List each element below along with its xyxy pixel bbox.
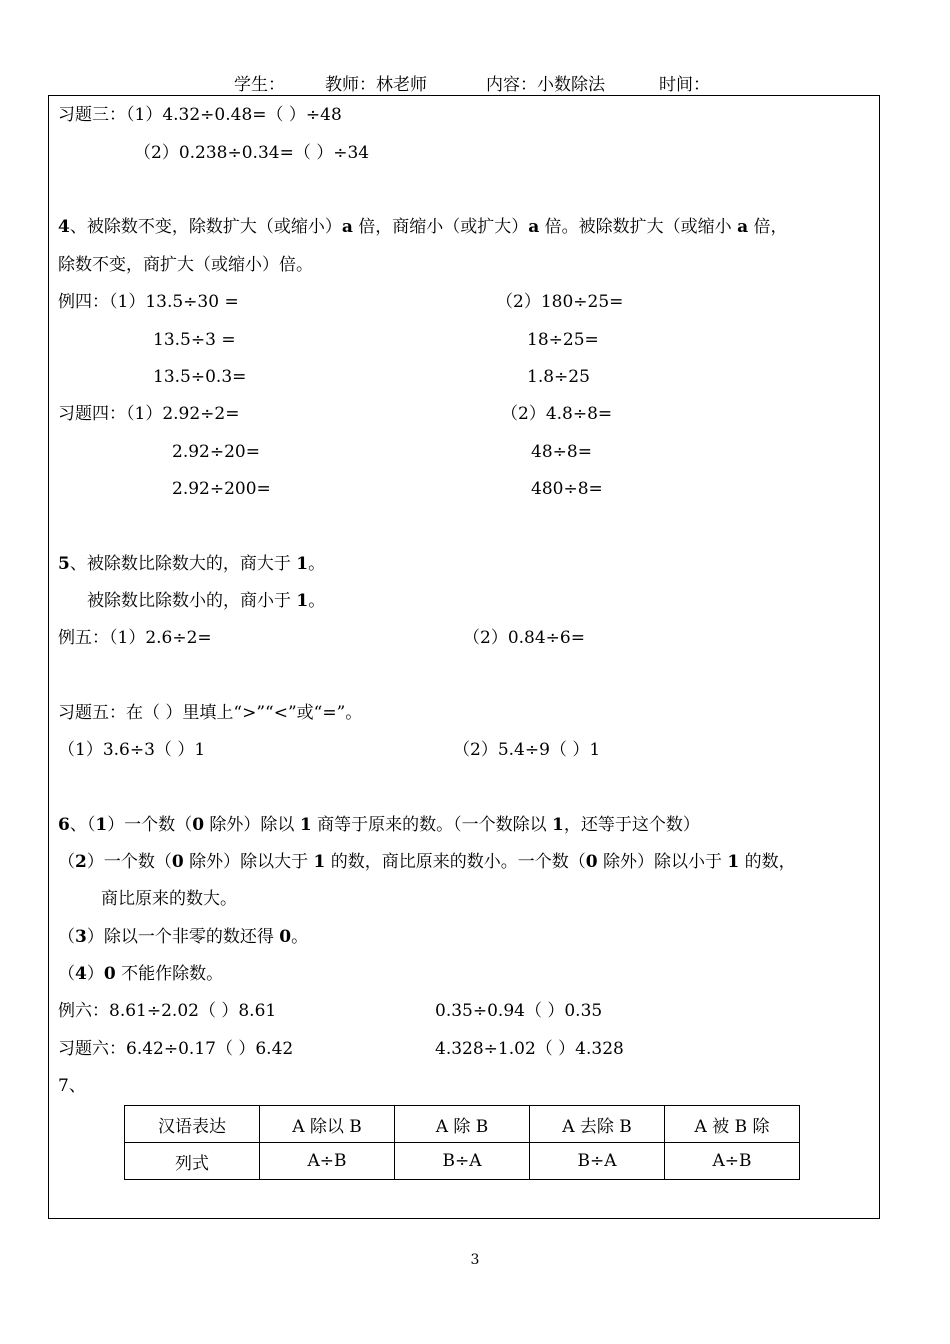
- rule6-l5b: 4: [75, 964, 87, 984]
- rule6-l1h: 1: [552, 815, 564, 835]
- exercise5-a: （1）3.6÷3（ ）1: [58, 740, 206, 760]
- exercise6-b: 4.328÷1.02（ ）4.328: [435, 1039, 624, 1059]
- exercise4-b1: （2）4.8÷8=: [501, 404, 613, 424]
- table-row: [125, 1143, 800, 1180]
- rule6-l2c: ）一个数（: [86, 852, 172, 872]
- rule5-line2: [87, 590, 325, 612]
- header-teacher: 教师：林老师: [325, 75, 427, 95]
- rule6-line1: [58, 814, 700, 836]
- exercise3-line2: （2）0.238÷0.34=（ ）÷34: [134, 143, 370, 163]
- rule6-l2f: 1: [313, 852, 326, 872]
- rule6-l1b: 1: [95, 815, 108, 835]
- exercise5-b: （2）5.4÷9（ ）1: [453, 740, 601, 760]
- rule6-number: 6: [58, 815, 70, 835]
- example6-b: 0.35÷0.94（ ）0.35: [435, 1001, 603, 1021]
- rule4-text-b: 倍，商缩小（或扩大）: [352, 217, 529, 237]
- rule6-l1e: 除外）除以: [204, 815, 300, 835]
- example4-b2: 18÷25=: [527, 330, 599, 350]
- rule6-l2h: 0: [585, 852, 598, 872]
- exercise4-b2: 48÷8=: [531, 442, 592, 462]
- table-cell: A÷B: [260, 1143, 395, 1180]
- rule4-var-b: a: [528, 217, 540, 237]
- rule4-text-d: 倍，: [748, 217, 788, 237]
- exercise5-title: 习题五：在（ ）里填上“>”“<”或“=”。: [58, 703, 363, 723]
- rule6-l2a: （: [58, 852, 75, 872]
- table-cell: A 除以 B: [260, 1106, 395, 1143]
- table-cell: 列式: [125, 1143, 260, 1180]
- exercise4-label: 习题四：（1）2.92÷2=: [58, 404, 240, 424]
- rule6-l1g: 商等于原来的数。（一个数除以: [311, 815, 552, 835]
- rule5-one-a: 1: [296, 554, 309, 574]
- table-cell: A 去除 B: [530, 1106, 665, 1143]
- rule6-l2b: 2: [75, 852, 87, 872]
- rule6-line4: [58, 926, 308, 948]
- table-cell: A 被 B 除: [665, 1106, 800, 1143]
- rule6-l2g: 的数，商比原来的数小。一个数（: [325, 852, 586, 872]
- example5-a: 例五：（1）2.6÷2=: [58, 628, 212, 648]
- section7-label: 7、: [58, 1076, 86, 1096]
- rule5-end-a: 。: [308, 554, 326, 574]
- rule5-end-b: 。: [308, 591, 326, 611]
- rule4-text-a: 、被除数不变，除数扩大（或缩小）: [69, 217, 342, 237]
- example4-b3: 1.8÷25: [527, 367, 590, 387]
- example4-b1: （2）180÷25=: [496, 292, 624, 312]
- rule6-l4c: ）除以一个非零的数还得: [86, 927, 280, 947]
- example4-label: 例四：（1）13.5÷30 =: [58, 292, 239, 312]
- rule6-l1i: ，还等于这个数）: [563, 815, 700, 835]
- rule4-var-c: a: [737, 217, 749, 237]
- rule4-line2: 除数不变，商扩大（或缩小）倍。: [58, 255, 313, 275]
- rule6-l4d: 0: [279, 927, 292, 947]
- rule6-l2i: 除外）除以小于: [597, 852, 728, 872]
- exercise3-line1: 习题三：（1）4.32÷0.48=（ ）÷48: [58, 105, 342, 125]
- rule6-l4b: 3: [75, 927, 87, 947]
- rule6-l2j: 1: [727, 852, 740, 872]
- page-number: 3: [470, 1252, 480, 1268]
- rule5-line1: [58, 553, 325, 575]
- rule6-l4a: （: [58, 927, 75, 947]
- table-cell: B÷A: [395, 1143, 530, 1180]
- rule6-l5d: 0: [103, 964, 116, 984]
- exercise4-b3: 480÷8=: [531, 479, 603, 499]
- rule5-text-a: 、被除数比除数大的，商大于: [69, 554, 297, 574]
- rule6-l2e: 除外）除以大于: [183, 852, 314, 872]
- rule5-number: 5: [58, 554, 70, 574]
- table-row: [125, 1106, 800, 1143]
- rule4-number: 4: [58, 217, 70, 237]
- rule6-l1c: ）一个数（: [107, 815, 193, 835]
- header-time: 时间：: [659, 75, 710, 95]
- example5-b: （2）0.84÷6=: [463, 628, 585, 648]
- example4-row2: 13.5÷3 =: [153, 330, 236, 350]
- exercise6-a: 习题六：6.42÷0.17（ ）6.42: [58, 1039, 294, 1059]
- rule6-line5: [58, 963, 223, 985]
- header-student: 学生：: [234, 75, 285, 95]
- rule6-line2: [58, 851, 796, 873]
- rule6-l1f: 1: [299, 815, 312, 835]
- expression-table: [124, 1105, 800, 1180]
- rule6-l2d: 0: [171, 852, 184, 872]
- rule4-text-c: 倍。被除数扩大（或缩小: [539, 217, 738, 237]
- rule5-one-b: 1: [296, 591, 309, 611]
- header-content: 内容：小数除法: [486, 75, 605, 95]
- table-cell: A÷B: [665, 1143, 800, 1180]
- rule6-l1d: 0: [192, 815, 205, 835]
- example6-a: 例六：8.61÷2.02（ ）8.61: [58, 1001, 277, 1021]
- exercise4-row2: 2.92÷20=: [172, 442, 260, 462]
- rule6-line3: 商比原来的数大。: [101, 889, 237, 909]
- rule6-l1a: 、（: [69, 815, 96, 835]
- rule6-l2k: 的数，: [739, 852, 796, 872]
- rule6-l5e: 不能作除数。: [115, 964, 224, 984]
- rule5-text-b: 被除数比除数小的，商小于: [87, 591, 297, 611]
- rule6-l4e: 。: [291, 927, 309, 947]
- exercise4-row3: 2.92÷200=: [172, 479, 271, 499]
- rule6-l5c: ）: [86, 964, 104, 984]
- table-cell: A 除 B: [395, 1106, 530, 1143]
- table-cell: 汉语表达: [125, 1106, 260, 1143]
- example4-row3: 13.5÷0.3=: [153, 367, 247, 387]
- table-cell: B÷A: [530, 1143, 665, 1180]
- page-header: [0, 70, 950, 95]
- rule6-l5a: （: [58, 964, 75, 984]
- rule4-var-a: a: [341, 217, 353, 237]
- rule4-line1: [58, 216, 788, 238]
